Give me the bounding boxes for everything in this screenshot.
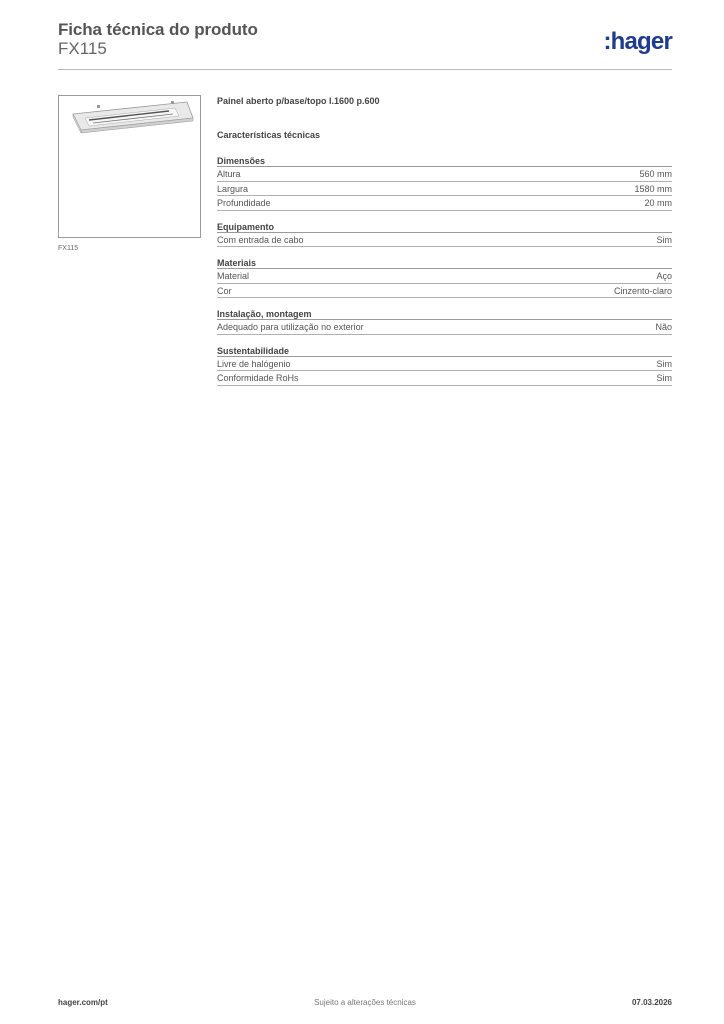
spec-row bbox=[217, 182, 672, 197]
panel-illustration bbox=[59, 96, 200, 237]
spec-value: 1580 mm bbox=[634, 183, 672, 194]
spec-label: Adequado para utilização no exterior bbox=[217, 322, 364, 332]
spec-value: Não bbox=[655, 322, 672, 332]
spec-value: Aço bbox=[656, 271, 672, 281]
spec-label: Conformidade RoHs bbox=[217, 373, 299, 383]
spec-label: Profundidade bbox=[217, 198, 271, 208]
section-sustentabilidade bbox=[217, 345, 672, 386]
section-dimensoes bbox=[217, 155, 672, 211]
section-title: Dimensões bbox=[217, 155, 672, 167]
product-reference: FX115 bbox=[58, 39, 107, 58]
spec-row bbox=[217, 269, 672, 284]
spec-label: Livre de halógenio bbox=[217, 358, 291, 369]
spec-label: Com entrada de cabo bbox=[217, 234, 304, 245]
product-name: Painel aberto p/base/topo l.1600 p.600 bbox=[217, 96, 380, 106]
section-instalacao bbox=[217, 308, 672, 335]
document-title: Ficha técnica do produto bbox=[58, 20, 258, 39]
footer-date: 07.03.2026 bbox=[631, 998, 672, 1007]
spec-label: Largura bbox=[217, 183, 249, 194]
section-title: Sustentabilidade bbox=[217, 345, 672, 357]
spec-value: 560 mm bbox=[639, 169, 672, 179]
page-header bbox=[58, 20, 672, 70]
spec-row bbox=[217, 320, 672, 335]
spec-value: Sim bbox=[656, 234, 672, 245]
spec-value: Sim bbox=[656, 358, 672, 369]
product-image bbox=[58, 95, 201, 238]
spec-label: Material bbox=[217, 271, 250, 281]
spec-row bbox=[217, 357, 672, 372]
section-title: Equipamento bbox=[217, 221, 672, 233]
spec-label: Altura bbox=[217, 169, 241, 179]
section-title: Materiais bbox=[217, 257, 672, 269]
spec-value: Sim bbox=[656, 373, 672, 383]
section-title: Instalação, montagem bbox=[217, 308, 672, 320]
section-equipamento bbox=[217, 221, 672, 248]
spec-row bbox=[217, 233, 672, 248]
product-details bbox=[217, 95, 672, 396]
spec-row bbox=[217, 284, 672, 299]
characteristics-heading: Características técnicas bbox=[217, 130, 321, 140]
spec-row bbox=[217, 371, 672, 386]
spec-row bbox=[217, 196, 672, 211]
image-caption: FX115 bbox=[58, 245, 79, 252]
spec-row bbox=[217, 167, 672, 182]
footer-website-link[interactable]: hager.com/pt bbox=[58, 998, 108, 1007]
footer-note: Sujeito a alterações técnicas bbox=[314, 998, 416, 1007]
section-materiais bbox=[217, 257, 672, 298]
spec-label: Cor bbox=[217, 285, 232, 296]
spec-value: Cinzento-claro bbox=[613, 285, 672, 296]
hager-logo: :hager bbox=[603, 28, 672, 55]
spec-value: 20 mm bbox=[644, 198, 672, 208]
